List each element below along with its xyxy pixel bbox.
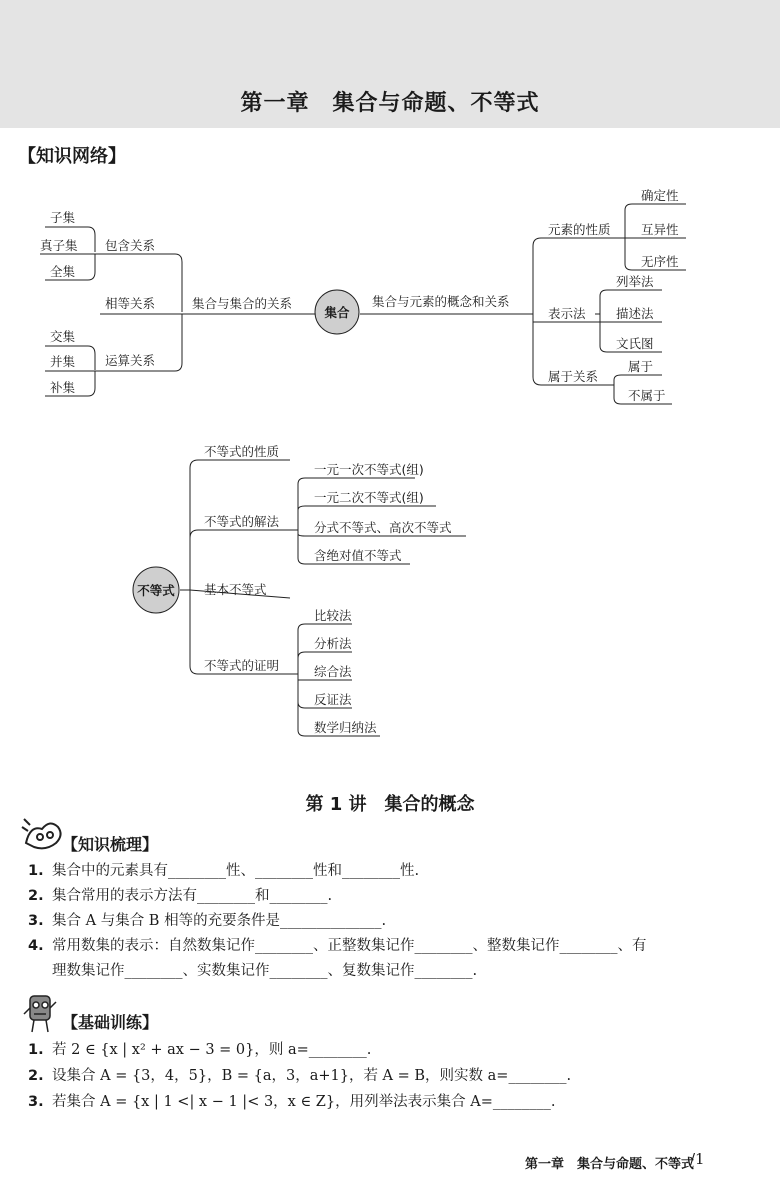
chapter-title: 第一章 集合与命题、不等式 [240,91,540,116]
set-item: 描述法 [616,306,654,321]
set-item: 不属于 [628,388,666,403]
inequality-mind-map [0,430,780,750]
question-text: 若集合 A = {x | 1 <| x − 1 |< 3，x ∈ Z}，用列举法表示集合 A=________. [52,1094,556,1110]
ineq-item: 综合法 [314,664,352,679]
set-item: 属于 [628,359,654,374]
review-question [28,911,386,931]
review-question-continued [28,961,477,981]
question-number: 2. [28,1068,44,1084]
ineq-item: 一元二次不等式(组) [314,490,424,505]
set-group-label: 运算关系 [105,353,156,368]
set-group-label: 属于关系 [548,369,599,384]
mascot-robot-icon [22,990,62,1038]
question-number: 1. [28,863,44,879]
set-item: 文氏图 [616,336,654,351]
question-text: 集合中的元素具有________性、________性和________性. [52,863,420,879]
knowledge-review-header: 【知识梳理】 [62,835,159,854]
review-question [28,861,419,881]
basic-practice-header: 【基础训练】 [62,1013,159,1032]
mascot-sketch-icon [20,815,68,855]
question-number: 2. [28,888,44,904]
ineq-item: 分式不等式、高次不等式 [314,520,452,535]
ineq-branch-label: 不等式的解法 [204,514,280,529]
question-number: 3. [28,913,44,929]
lecture-title: 第 1 讲 集合的概念 [305,794,475,815]
set-item: 补集 [50,380,76,395]
set-item: 无序性 [641,254,679,269]
set-item: 并集 [50,354,76,369]
question-text: 集合 A 与集合 B 相等的充要条件是______________. [52,913,387,929]
set-item: 交集 [50,329,76,344]
ineq-item: 比较法 [314,608,352,623]
set-center-label: 集合 [324,305,350,320]
question-number: 1. [28,1042,44,1058]
question-number: 3. [28,1094,44,1110]
question-text: 集合常用的表示方法有________和________. [52,888,333,904]
question-text: 若 2 ∈ {x | x² + ax − 3 = 0}，则 a=________. [52,1042,372,1058]
ineq-center-label: 不等式 [137,583,175,598]
ineq-branch-label: 不等式的证明 [204,658,280,673]
practice-question [28,1040,371,1060]
question-text: 设集合 A = {3，4，5}，B = {a，3，a+1}，若 A = B，则实数 a=________. [52,1068,572,1084]
knowledge-network-badge: 【知识网络】 [18,146,126,167]
set-item: 子集 [50,210,76,225]
set-item: 全集 [50,264,76,279]
page-number: /1 [690,1150,705,1168]
ineq-item: 含绝对值不等式 [314,548,402,563]
ineq-item: 数学归纳法 [314,720,377,735]
set-mind-map [0,180,780,420]
running-title: 第一章 集合与命题、不等式 [524,1157,694,1172]
set-item: 列举法 [616,274,654,289]
set-item: 互异性 [641,222,679,237]
review-question [28,936,647,956]
set-group-label: 表示法 [548,306,586,321]
practice-question [28,1066,571,1086]
set-item: 确定性 [641,188,679,203]
ineq-item: 分析法 [314,636,352,651]
ineq-item: 一元一次不等式(组) [314,462,424,477]
practice-question [28,1092,555,1112]
question-text: 理数集记作________、实数集记作________、复数集记作________. [52,963,478,979]
set-right-branch-label: 集合与元素的概念和关系 [372,294,510,309]
set-group-label: 包含关系 [105,238,156,253]
set-group-label: 相等关系 [105,296,156,311]
review-question [28,886,332,906]
set-group-label: 元素的性质 [548,222,611,237]
set-item: 真子集 [40,238,78,253]
ineq-item: 反证法 [314,692,352,707]
question-text: 常用数集的表示：自然数集记作________、正整数集记作________、整数集记作________、有 [52,938,647,954]
ineq-branch-label: 基本不等式 [204,582,267,597]
ineq-branch-label: 不等式的性质 [204,444,280,459]
set-left-branch-label: 集合与集合的关系 [192,296,293,311]
question-number: 4. [28,938,44,954]
